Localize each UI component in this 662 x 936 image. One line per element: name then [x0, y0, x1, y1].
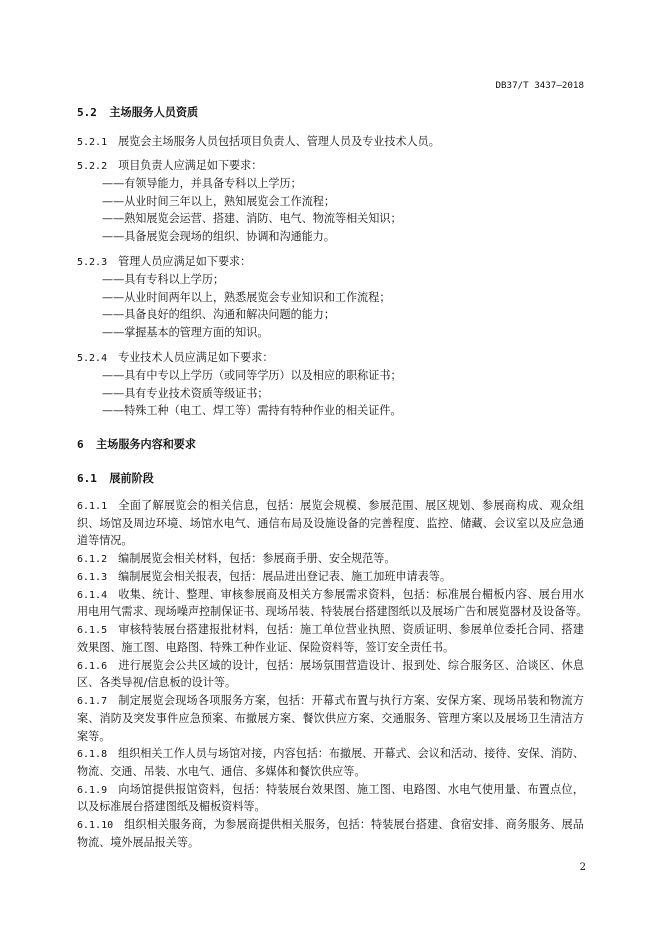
clause-number: 6.1.6	[77, 660, 108, 672]
clause-number: 6.1.10	[77, 820, 114, 832]
list-item: ——具有专科以上学历；	[102, 272, 225, 286]
clause-line	[77, 253, 584, 271]
list-item: ——有领导能力，并具备专科以上学历；	[102, 176, 302, 190]
clause-text: 专业技术人员应满足如下要求：	[118, 351, 274, 365]
clause-number: 5.2.4	[77, 353, 108, 365]
clause-line	[77, 568, 584, 586]
clause-number: 6.1.7	[77, 696, 108, 708]
clause-6-1-4	[77, 586, 588, 621]
document-body	[77, 104, 588, 852]
page-number: 2	[579, 862, 586, 873]
list-item: ——具有专业技术资质等级证书；	[102, 386, 269, 400]
clause-text-line: 区、各类导视/信息板的设计等。	[77, 676, 237, 690]
list-item: ——具有中专以上学历（或同等学历）以及相应的职称证书；	[102, 368, 402, 382]
clause-text: 制定展览会现场各项服务方案，包括：开幕式布置与执行方案、安保方案、现场吊装和物流方	[118, 694, 584, 708]
clause-6-1-1	[77, 497, 584, 550]
clause-text-line: 道等情况。	[77, 534, 133, 548]
clause-6-1-2	[77, 550, 584, 568]
clause-text-line: 物流、境外展品报关等。	[77, 835, 200, 849]
clause-text: 展览会主场服务人员包括项目负责人、管理人员及专业技术人员。	[118, 135, 440, 149]
list-item: ——具备展览会现场的组织、协调和沟通能力。	[102, 230, 335, 244]
clause-text: 审核特装展台搭建报批材料，包括：施工单位营业执照、资质证明、参展单位委托合同、搭建	[118, 623, 584, 637]
clause-number: 5.2.2	[77, 161, 108, 173]
clause-number: 5.2.3	[77, 257, 108, 269]
clause-6-1-8	[77, 745, 584, 780]
clause-number: 6.1.4	[77, 589, 108, 601]
clause-number: 6.1.8	[77, 749, 108, 761]
clause-text-line: 案、消防及突发事件应急预案、布撤展方案、餐饮供应方案、交通服务、管理方案以及展场卫生清洁方	[77, 711, 584, 725]
list-item: ——具备良好的组织、沟通和解决问题的能力；	[102, 308, 335, 322]
clause-5-2-4	[77, 349, 584, 420]
clause-line	[77, 133, 584, 151]
clause-5-2-1	[77, 133, 584, 151]
clause-text: 管理人员应满足如下要求：	[118, 255, 252, 269]
clause-number: 6.1.3	[77, 571, 108, 583]
clause-line	[77, 692, 584, 710]
clause-number: 6.1.1	[77, 500, 108, 512]
clause-text: 组织相关服务商，为参展商提供相关服务，包括：特装展台搭建、食宿安排、商务服务、展品	[124, 818, 584, 832]
clause-text: 编制展览会相关材料，包括：参展商手册、安全规范等。	[118, 552, 396, 566]
clause-6-1-5	[77, 621, 584, 656]
clause-text: 组织相关工作人员与场馆对接，内容包括：布撤展、开幕式、会议和活动、接待、安保、消防、	[118, 747, 585, 761]
clause-line	[77, 157, 584, 175]
clause-6-1-6	[77, 657, 584, 692]
clause-number: 6.1.2	[77, 554, 108, 566]
clause-5-2-2	[77, 157, 584, 246]
clause-text: 收集、统计、整理、审核参展商及相关方参展需求资料，包括：标准展台楣板内容、展台用水	[118, 587, 584, 601]
clause-line	[77, 349, 584, 367]
heading-5-2	[77, 104, 584, 122]
list-item: ——从业时间两年以上，熟悉展览会专业知识和工作流程；	[102, 290, 391, 304]
document-code-header: DB37/T 3437—2018	[495, 80, 584, 91]
clause-line	[77, 745, 584, 763]
clause-6-1-3	[77, 568, 584, 586]
clause-text: 项目负责人应满足如下要求：	[118, 159, 263, 173]
clause-text-line: 案等。	[77, 729, 111, 743]
clause-number: 5.2.1	[77, 137, 108, 149]
clause-6-1-9	[77, 781, 584, 816]
list-item: ——从业时间三年以上，熟知展览会工作流程；	[102, 194, 335, 208]
clause-number: 6.1.9	[77, 784, 108, 796]
heading-number: 5.2	[77, 106, 97, 120]
heading-number: 6	[77, 438, 84, 451]
clause-text-line: 效果图、施工图、电路图、特殊工种作业证、保险资料等，签订安全责任书。	[77, 640, 455, 654]
clause-5-2-3	[77, 253, 584, 342]
clause-line	[77, 497, 584, 515]
clause-line	[77, 550, 584, 568]
clause-text-line: 织、场馆及周边环境、场馆水电气、通信布局及设施设备的完善程度、监控、储藏、会议室以及应急通	[77, 516, 584, 530]
heading-number: 6.1	[77, 471, 97, 485]
clause-line	[77, 781, 584, 799]
clause-line	[77, 657, 584, 675]
clause-text: 编制展览会相关报表，包括：展品进出登记表、施工加班申请表等。	[118, 569, 451, 583]
heading-6-1	[77, 470, 584, 488]
list-item: ——特殊工种（电工、焊工等）需持有特种作业的相关证件。	[102, 404, 402, 418]
clause-text: 进行展览会公共区域的设计，包括：展场氛围营造设计、报到处、综合服务区、洽谈区、休息	[118, 658, 584, 672]
clause-text: 向场馆提供报馆资料，包括：特装展台效果图、施工图、电路图、水电气使用量、布置点位，	[118, 782, 584, 796]
clause-line	[77, 816, 584, 834]
heading-title: 主场服务人员资质	[109, 106, 199, 120]
clause-line	[77, 586, 584, 604]
clause-text-line: 用电用气需求、现场噪声控制保证书、现场吊装、特装展台搭建图纸以及展场广告和展览器材及设备等。	[77, 605, 588, 619]
clause-line	[77, 621, 584, 639]
heading-6	[77, 436, 584, 454]
list-item: ——掌握基本的管理方面的知识。	[102, 326, 269, 339]
heading-title: 主场服务内容和要求	[96, 438, 196, 451]
clause-text-line: 以及标准展台搭建图纸及楣板资料等。	[77, 800, 266, 814]
clause-text-line: 物流、交通、吊装、水电气、通信、多媒体和餐饮供应等。	[77, 764, 366, 778]
clause-text: 全面了解展览会的相关信息，包括：展览会规模、参展范围、展区规划、参展商构成、观众组	[118, 498, 584, 512]
heading-title: 展前阶段	[109, 471, 154, 485]
list-item: ——熟知展览会运营、搭建、消防、电气、物流等相关知识；	[102, 212, 402, 226]
clause-6-1-7	[77, 692, 584, 745]
clause-6-1-10	[77, 816, 584, 851]
clause-number: 6.1.5	[77, 625, 108, 637]
